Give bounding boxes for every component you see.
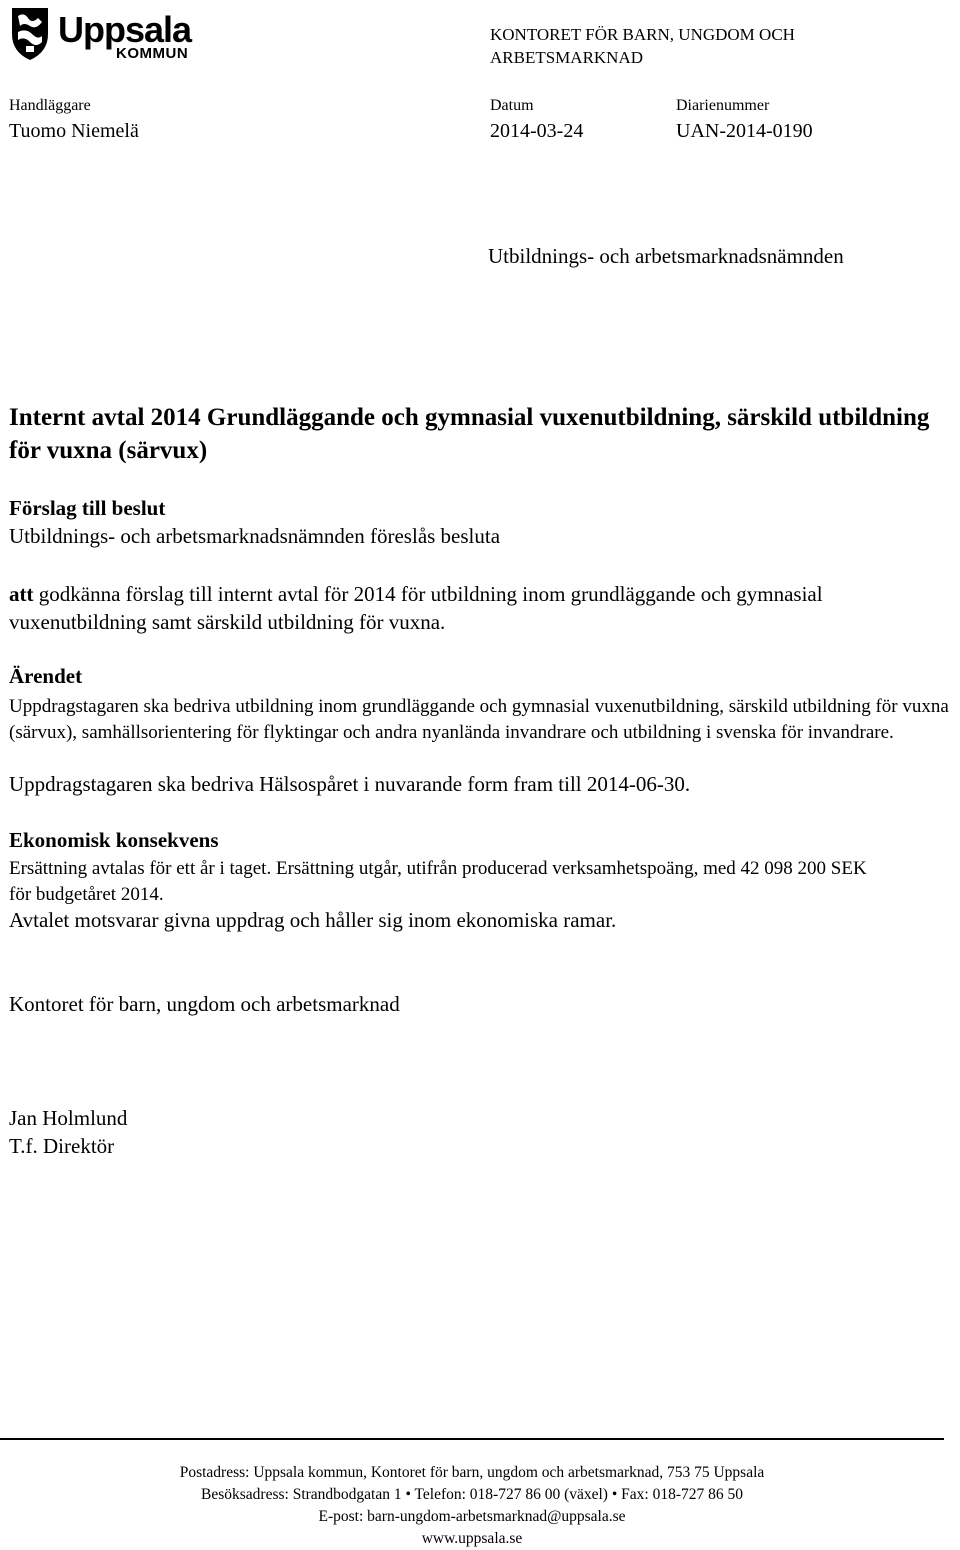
footer-postal-address: Postadress: Uppsala kommun, Kontoret för barn, ungdom och arbetsmarknad, 753 75 Uppsala bbox=[179, 1464, 765, 1481]
proposal-heading: Förslag till beslut bbox=[9, 496, 166, 520]
arendet-paragraph-2: Uppdragstagaren ska bedriva Hälsospåret i nuvarande form fram till 2014-06-30. bbox=[9, 772, 691, 796]
signature-name: Jan Holmlund bbox=[9, 1106, 128, 1130]
coat-of-arms-icon bbox=[8, 4, 52, 62]
office-header: KONTORET FÖR BARN, UNGDOM OCH ARBETSMARKNAD bbox=[490, 25, 795, 67]
logo-wordmark: Uppsala bbox=[58, 9, 192, 50]
ekonomi-heading: Ekonomisk konsekvens bbox=[9, 828, 219, 852]
datum-value: 2014-03-24 bbox=[490, 120, 584, 142]
sender-office: Kontoret för barn, ungdom och arbetsmarknad bbox=[9, 992, 400, 1016]
arendet-paragraph-1: Uppdragstagaren ska bedriva utbildning inom grundläggande och gymnasial vuxenutbildning, särskild utbildning för vuxna (särvux), samhällsorientering för flyktingar och andra nyanlända invandrare och utbildning i svenska för invandrare. bbox=[9, 696, 949, 743]
handlaggare-label: Handläggare bbox=[9, 97, 91, 114]
proposal-decision bbox=[9, 580, 949, 636]
ekonomi-paragraph-2: Avtalet motsvarar givna uppdrag och håller sig inom ekonomiska ramar. bbox=[9, 908, 617, 932]
handlaggare-value: Tuomo Niemelä bbox=[9, 120, 139, 142]
footer-divider bbox=[0, 1438, 944, 1440]
logo-subtitle: KOMMUN bbox=[116, 45, 189, 62]
decision-text: godkänna förslag till internt avtal för 2014 för utbildning inom grundläggande och gymnasial vuxenutbildning samt särskild utbildning för vuxna. bbox=[9, 582, 823, 634]
recipient: Utbildnings- och arbetsmarknadsnämnden bbox=[488, 244, 844, 268]
arendet-heading: Ärendet bbox=[9, 664, 83, 688]
footer-visiting-address: Besöksadress: Strandbodgatan 1 • Telefon: 018-727 86 00 (växel) • Fax: 018-727 86 50 bbox=[201, 1486, 743, 1503]
datum-label: Datum bbox=[490, 97, 534, 114]
diarienummer-value: UAN-2014-0190 bbox=[676, 120, 813, 142]
signature-role: T.f. Direktör bbox=[9, 1134, 115, 1158]
proposal-intro: Utbildnings- och arbetsmarknadsnämnden föreslås besluta bbox=[9, 524, 501, 548]
att-keyword: att bbox=[9, 582, 34, 606]
diarienummer-label: Diarienummer bbox=[676, 97, 770, 114]
uppsala-kommun-logo bbox=[8, 4, 192, 64]
document-title: Internt avtal 2014 Grundläggande och gymnasial vuxenutbildning, särskild utbildning för vuxna (särvux) bbox=[9, 404, 930, 464]
ekonomi-paragraph-1 bbox=[9, 856, 889, 908]
footer-website[interactable]: www.uppsala.se bbox=[421, 1530, 523, 1547]
footer-email[interactable]: E-post: barn-ungdom-arbetsmarknad@uppsala.se bbox=[318, 1508, 626, 1525]
ekonomi-paragraph-1a: Ersättning avtalas för ett år i taget. bbox=[9, 858, 272, 879]
ekonomi-paragraph-1b: Ersättning utgår, utifrån producerad verksamhetspoäng, med 42 098 200 SEK för budgetåret 2014. bbox=[9, 858, 867, 905]
